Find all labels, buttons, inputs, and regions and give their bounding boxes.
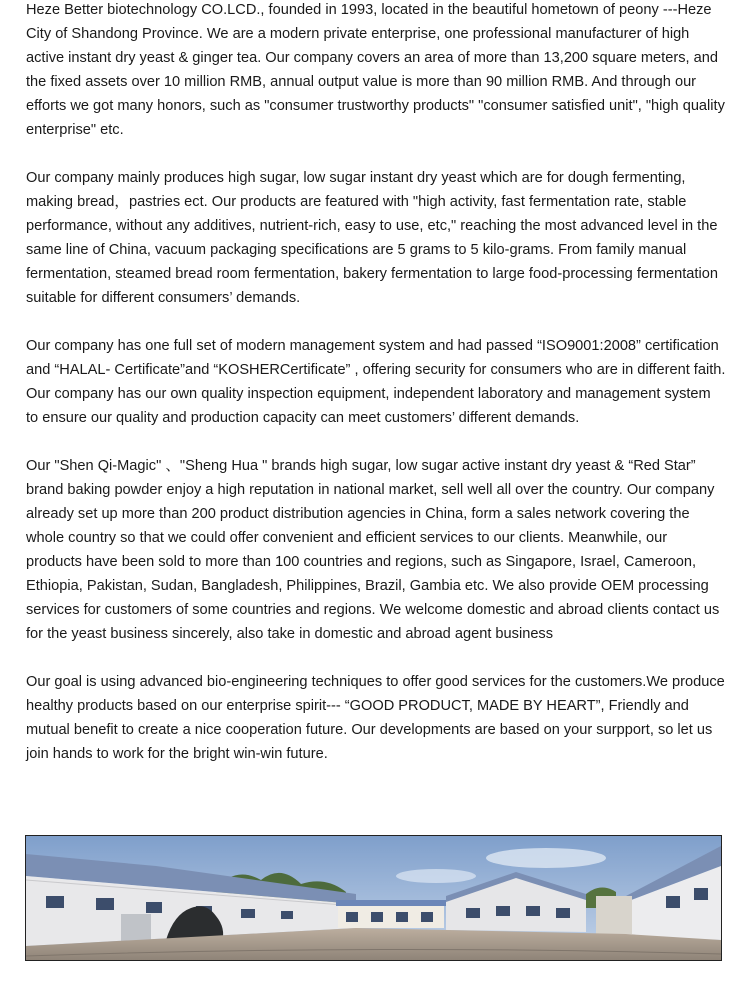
- intro-paragraph-4: Our "Shen Qi-Magic" 、"Sheng Hua " brands high sugar, low sugar active instant dry yeast & “Red Star” brand baking powder enjoy a high reputation in national market, sell well all over the country. Our company already set up more than 200 product distribution agencies in China, form a sales network covering the whole country so that we could offer convenient and efficient services to our clients. Meanwhile, our products have been sold to more than 100 countries and regions, such as Singapore, Israel, Cameroon, Ethiopia, Pakistan, Sudan, Bangladesh, Philippines, Brazil, Gambia etc. We also provide OEM processing services for customers of some countries and regions. We welcome domestic and abroad clients contact us for the yeast business sincerely, also take in domestic and abroad agent business: [26, 458, 720, 642]
- intro-paragraph-2: Our company mainly produces high sugar, low sugar instant dry yeast which are for dough fermenting, making bread，pastries ect. Our products are featured with "high activity, fast fermentation rate, stable performance, without any additives, nutrient-rich, easy to use, etc," reaching the most advanced level in the same line of China, vacuum packaging specifications are 5 grams to 5 kilo-grams. From family manual fermentation, steamed bread room fermentation, bakery fermentation to large food-processing fermentation suitable for different consumers’ demands.: [26, 170, 718, 306]
- factory-panorama-illustration: [26, 836, 721, 960]
- intro-paragraph-3: Our company has one full set of modern management system and had passed “ISO9001:2008” certification and “HALAL- Certificate”and “KOSHERCertificate” , offering security for consumers who are in different faith. Our company has our own quality inspection equipment, independent laboratory and management system to ensure our quality and production capacity can meet customers’ different demands.: [26, 338, 726, 426]
- factory-panorama-photo: [25, 835, 722, 961]
- company-intro-article: [26, 0, 726, 766]
- cloud: [396, 869, 476, 883]
- intro-paragraph-5: Our goal is using advanced bio-engineering techniques to offer good services for the customers.We produce healthy products based on our enterprise spirit--- “GOOD PRODUCT, MADE BY HEART”, Friendly and mutual benefit to create a nice cooperation future. Our developments are based on your surpport, so let us join hands to work for the bright win-win future.: [26, 674, 725, 762]
- cloud: [486, 848, 606, 868]
- intro-paragraph-1: Heze Better biotechnology CO.LCD., founded in 1993, located in the beautiful hometown of peony ---Heze City of Shandong Province. We are a modern private enterprise, one professional manufacturer of high active instant dry yeast & ginger tea. Our company covers an area of more than 13,200 square meters, and the fixed assets over 10 million RMB, annual output value is more than 90 million RMB. And through our efforts we got many honors, such as "consumer trustworthy products" "consumer satisfied unit", "high quality enterprise" etc.: [26, 2, 725, 138]
